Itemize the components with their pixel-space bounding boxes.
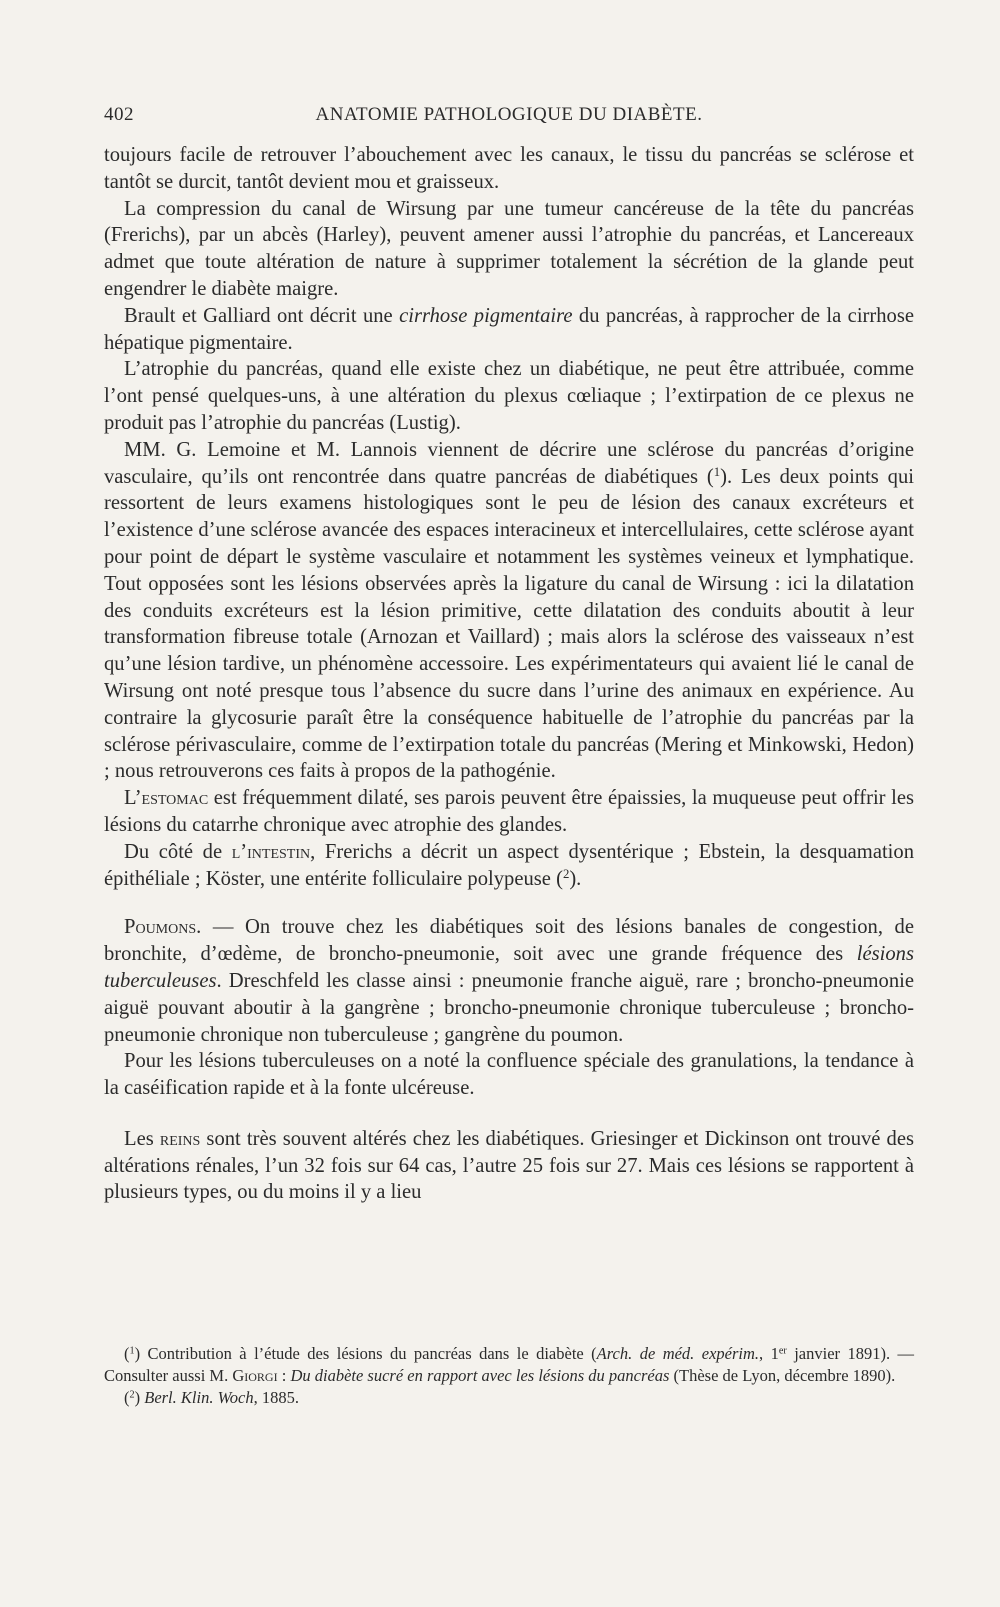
section-keyword: Poumons. [124,916,202,939]
footnote: ($^1$) Contribution à l’étude des lésions du pancréas dans le diabète (Arch. de méd. expérim., 1er janvier 1891). — Consulter aussi M. Giorgi : Du diabète sucré en rapport avec les lésions du pancréas (Thèse de Lyon, décembre 1890). [104,1344,915,1385]
paragraph: toujours facile de retrouver l’abouchement avec les canaux, le tissu du pancréas se sclérose et tantôt se durcit, tantôt devient mou et graisseux. [104,144,914,193]
footnote: ($^2$) Berl. Klin. Woch, 1885. [124,1388,299,1407]
text-run: : [277,1366,291,1385]
text-run: , 1 [759,1344,779,1363]
italic-term: lésions tuberculeuses [104,943,914,992]
text-run: ). [569,867,582,890]
text-run: Brault et Galliard ont décrit une [124,304,400,327]
italic-term: Arch. de méd. expérim. [596,1344,760,1363]
section-keyword: L’estomac [124,787,209,810]
section-keyword: l’intestin [231,840,311,863]
text-run: du pancréas, à rapprocher de la cirrhose hépatique pigmentaire. [104,304,915,354]
paragraph [104,437,914,785]
footnote-mark: 2 [129,1389,135,1401]
paragraph: L’atrophie du pancréas, quand elle existe chez un diabétique, ne peut être attribuée, comme l’ont pensé quelques-uns, à une altération du plexus cœliaque ; l’extirpation de ce plexus ne produit pas l’atrophie du pancréas (Lustig). [104,358,914,434]
footnotes [104,1343,914,1409]
section-keyword: reins [159,1127,201,1150]
author-name: Giorgi [232,1366,278,1385]
text-run: — On trouve chez les diabétiques soit des lésions banales de congestion, de bronchite, d’œdème, de broncho-pneumonie, soit avec une grande fréquence des [104,916,914,966]
text-run: Les [124,1127,160,1150]
paragraph [104,785,914,839]
paragraph [104,839,914,893]
text-run: MM. G. Lemoine et M. Lannois viennent de décrire une sclérose du pancréas d’origine vasculaire, qu’ils ont rencontrée dans quatre pancréas de diabétiques ( [104,438,914,488]
paragraph [104,1126,914,1206]
paragraph [104,914,914,1048]
text-run: , Frerichs a décrit un aspect dysentérique ; Ebstein, la desquamation épithéliale ; Köster, une entérite folliculaire polypeuse ( [104,840,914,890]
italic-term: Du diabète sucré en rapport avec les lésions du pancréas [290,1366,670,1385]
ordinal-suffix: er [778,1345,787,1357]
paragraph: Pour les lésions tuberculeuses on a noté la confluence spéciale des granulations, la tendance à la caséification rapide et à la fonte ulcéreuse. [104,1050,914,1100]
paragraph: La compression du canal de Wirsung par une tumeur cancéreuse de la tête du pancréas (Frerichs), par un abcès (Harley), peuvent amener aussi l’atrophie du pancréas, et Lancereaux admet que toute altération de nature à supprimer totalement la sécrétion de la glande peut engendrer le diabète maigre. [104,197,914,300]
text-run: , 1885. [253,1388,299,1407]
page-number: 402 [104,104,134,125]
footnote-ref[interactable]: 1 [713,464,721,479]
footnote-mark: 1 [129,1345,135,1357]
text-run: Contribution à l’étude des lésions du pancréas dans le diabète ( [140,1344,597,1363]
page-header [104,104,914,134]
text-run: sont très souvent altérés chez les diabétiques. Griesinger et Dickinson ont trouvé des altérations rénales, l’un 32 fois sur 64 cas, l’autre 25 fois sur 27. Mais ces lésions se rapportent à plusieurs types, ou du moins il y a lieu [104,1127,914,1204]
text-run: Du côté de [124,840,232,863]
text-run: est fréquemment dilaté, ses parois peuvent être épaissies, la muqueuse peut offrir les lésions du catarrhe chronique avec atrophie des glandes. [104,787,914,836]
paragraph [104,303,914,357]
text-run: janvier 1891). — Consulter aussi M. [104,1344,915,1385]
text-run: ). Les deux points qui ressortent de leurs examens histologiques sont le peu de lésion des canaux excréteurs et l’existence d’une sclérose avancée des espaces interacineux et intercellulaires, cette sclérose ayant pour point de départ le système vasculaire et notamment les systèmes veineux et lymphatique. Tout opposées sont les lésions observées après la ligature du canal de Wirsung : ici la dilatation des conduits excréteurs est la lésion primitive, cette dilatation des conduits aboutit à leur transformation fibreuse totale (Arnozan et Vaillard) ; mais alors la sclérose des vaisseaux n’est qu’une lésion tardive, un phénomène accessoire. Les expérimentateurs qui avaient lié le canal de Wirsung ont noté presque tous l’absence du sucre dans l’urine des animaux en expérience. Au contraire la glycosurie paraît être la conséquence habituelle de l’atrophie du pancréas par la sclérose périvasculaire, comme de l’extirpation totale du pancréas (Mering et Minkowski, Hedon) ; nous retrouverons ces faits à propos de la pathogénie. [104,465,914,783]
italic-term: cirrhose pigmentaire [399,304,573,327]
text-run: (Thèse de Lyon, décembre 1890). [669,1366,896,1385]
italic-term: Berl. Klin. Woch [144,1388,254,1407]
body-text [104,142,914,1206]
footnote-ref[interactable]: 2 [562,866,570,881]
running-title: ANATOMIE PATHOLOGIQUE DU DIABÈTE. [315,104,703,125]
text-run: . Dreschfeld les classe ainsi : pneumonie franche aiguë, rare ; broncho-pneumonie aiguë pouvant aboutir à la gangrène ; broncho-pneumonie chronique tuberculeuse ; broncho-pneumonie chronique non tuberculeuse ; gangrène du poumon. [104,969,914,1046]
